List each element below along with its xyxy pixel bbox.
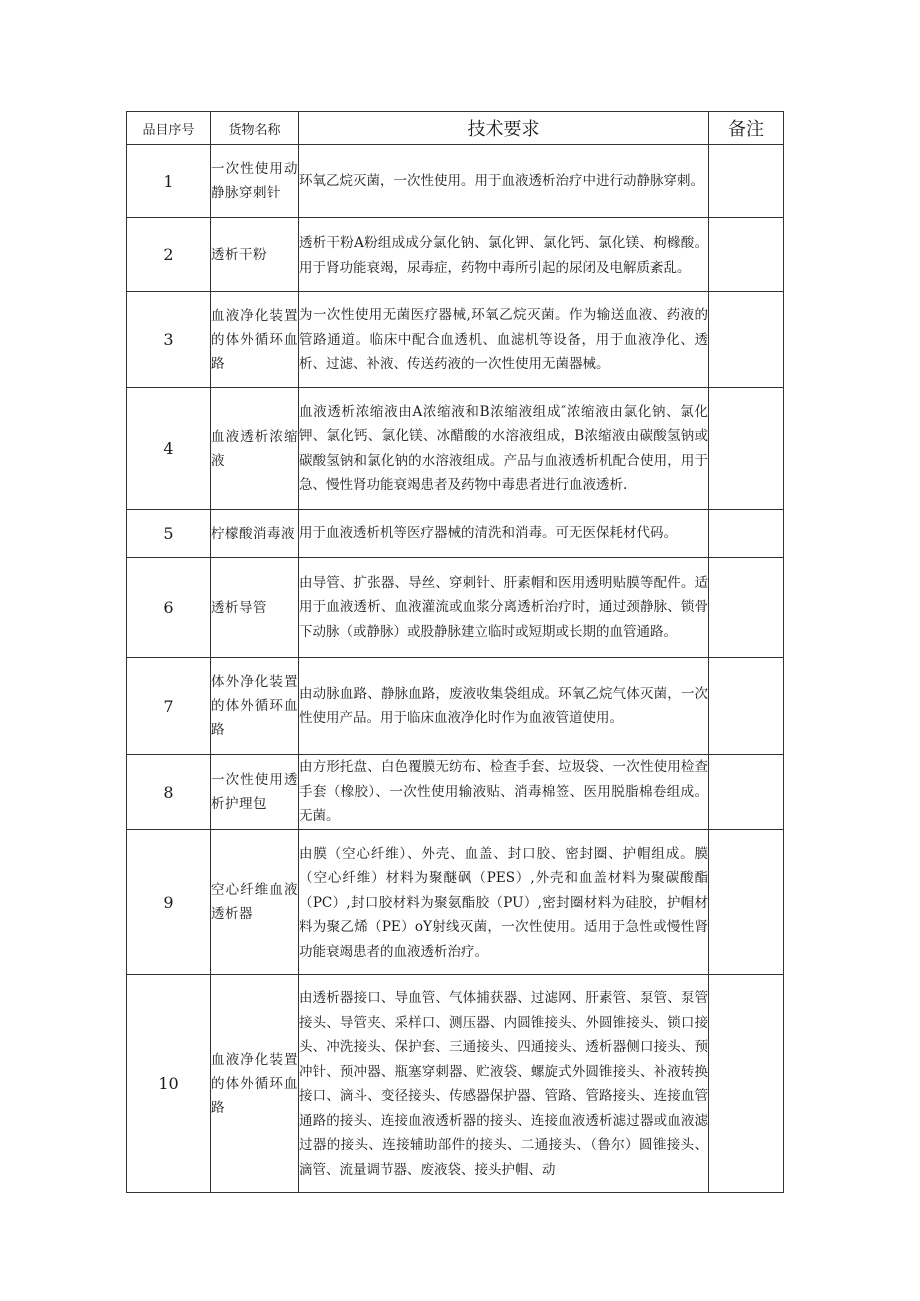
item-note bbox=[709, 830, 784, 975]
item-tech: 血液透析浓缩液由A浓缩液和B浓缩液组成″浓缩液由氯化钠、氯化钾、氯化钙、氯化镁、冰醋酸的水溶液组成，B浓缩液由碳酸氢钠或碳酸氢钠和氯化钠的水溶液组成。产品与血液透析机配合使用，用于急、慢性肾功能衰竭患者及药物中毒患者进行血液透析. bbox=[299, 388, 709, 510]
technical-requirements-table bbox=[126, 111, 784, 1193]
header-seq: 品目序号 bbox=[127, 112, 211, 145]
item-note bbox=[709, 218, 784, 292]
item-note bbox=[709, 658, 784, 755]
table-row bbox=[127, 658, 784, 755]
item-note bbox=[709, 292, 784, 388]
row-number: 3 bbox=[127, 292, 211, 388]
table-row bbox=[127, 218, 784, 292]
item-note bbox=[709, 145, 784, 218]
row-number: 5 bbox=[127, 510, 211, 558]
item-note bbox=[709, 975, 784, 1193]
header-name: 货物名称 bbox=[211, 112, 299, 145]
item-tech: 为一次性使用无菌医疗器械,环氧乙烷灭菌。作为输送血液、药液的管路通道。临床中配合血透机、血滤机等设备，用于血液净化、透析、过滤、补液、传送药液的一次性使用无菌器械。 bbox=[299, 292, 709, 388]
table-row bbox=[127, 388, 784, 510]
item-name: 一次性使用动静脉穿刺针 bbox=[211, 145, 299, 218]
item-name: 体外净化装置的体外循环血路 bbox=[211, 658, 299, 755]
row-number: 1 bbox=[127, 145, 211, 218]
table-header-row bbox=[127, 112, 784, 145]
item-name: 血液透析浓缩液 bbox=[211, 388, 299, 510]
row-number: 6 bbox=[127, 558, 211, 658]
item-name: 柠檬酸消毒液 bbox=[211, 510, 299, 558]
row-number: 2 bbox=[127, 218, 211, 292]
row-number: 10 bbox=[127, 975, 211, 1193]
table-row bbox=[127, 145, 784, 218]
row-number: 9 bbox=[127, 830, 211, 975]
table-row bbox=[127, 510, 784, 558]
table-row bbox=[127, 292, 784, 388]
row-number: 7 bbox=[127, 658, 211, 755]
item-name: 血液净化装置的体外循环血路 bbox=[211, 975, 299, 1193]
table-row bbox=[127, 558, 784, 658]
item-tech: 环氧乙烷灭菌，一次性使用。用于血液透析治疗中进行动静脉穿刺。 bbox=[299, 145, 709, 218]
item-name: 一次性使用透析护理包 bbox=[211, 755, 299, 830]
item-note bbox=[709, 558, 784, 658]
item-tech: 由方形托盘、白色覆膜无纺布、检查手套、垃圾袋、一次性使用检查手套（橡胶）、一次性使用输液贴、消毒棉签、医用脱脂棉卷组成。无菌。 bbox=[299, 755, 709, 830]
table-row bbox=[127, 830, 784, 975]
header-tech: 技术要求 bbox=[299, 112, 709, 145]
row-number: 4 bbox=[127, 388, 211, 510]
item-tech: 由透析器接口、导血管、气体捕获器、过滤网、肝素管、泵管、泵管接头、导管夹、采样口、测压器、内圆锥接头、外圆锥接头、锁口接头、冲洗接头、保护套、三通接头、四通接头、透析器侧口接头、预冲针、预冲器、瓶塞穿刺器、贮液袋、螺旋式外圆锥接头、补液转换接口、滴斗、变径接头、传感器保护器、管路、管路接头、连接血管通路的接头、连接血液透析器的接头、连接血液透析滤过器或血液滤过器的接头、连接辅助部件的接头、二通接头、（鲁尔）圆锥接头、滴管、流量调节器、废液袋、接头护帽、动 bbox=[299, 975, 709, 1193]
item-tech: 由导管、扩张器、导丝、穿刺针、肝素帽和医用透明贴膜等配件。适用于血液透析、血液灌流或血浆分离透析治疗时，通过颈静脉、锁骨下动脉（或静脉）或股静脉建立临时或短期或长期的血管通路。 bbox=[299, 558, 709, 658]
item-note bbox=[709, 388, 784, 510]
item-tech: 由膜（空心纤维）、外壳、血盖、封口胶、密封圈、护帽组成。膜（空心纤维）材料为聚醚砜（PES）,外壳和血盖材料为聚碳酸酯（PC）,封口胶材料为聚氨酯胶（PU）,密封圈材料为硅胶，护帽材料为聚乙烯（PE）oY射线灭菌，一次性使用。适用于急性或慢性肾功能衰竭患者的血液透析治疗。 bbox=[299, 830, 709, 975]
item-note bbox=[709, 510, 784, 558]
item-name: 透析干粉 bbox=[211, 218, 299, 292]
item-name: 透析导管 bbox=[211, 558, 299, 658]
item-tech: 由动脉血路、静脉血路，废液收集袋组成。环氧乙烷气体灭菌，一次性使用产品。用于临床血液净化时作为血液管道使用。 bbox=[299, 658, 709, 755]
item-name: 空心纤维血液透析器 bbox=[211, 830, 299, 975]
header-note: 备注 bbox=[709, 112, 784, 145]
item-tech: 用于血液透析机等医疗器械的清洗和消毒。可无医保耗材代码。 bbox=[299, 510, 709, 558]
item-tech: 透析干粉A粉组成成分氯化钠、氯化钾、氯化钙、氯化镁、枸橼酸。用于肾功能衰竭，尿毒症，药物中毒所引起的尿闭及电解质紊乱。 bbox=[299, 218, 709, 292]
item-note bbox=[709, 755, 784, 830]
table-row bbox=[127, 975, 784, 1193]
item-name: 血液净化装置的体外循环血路 bbox=[211, 292, 299, 388]
table-row bbox=[127, 755, 784, 830]
row-number: 8 bbox=[127, 755, 211, 830]
